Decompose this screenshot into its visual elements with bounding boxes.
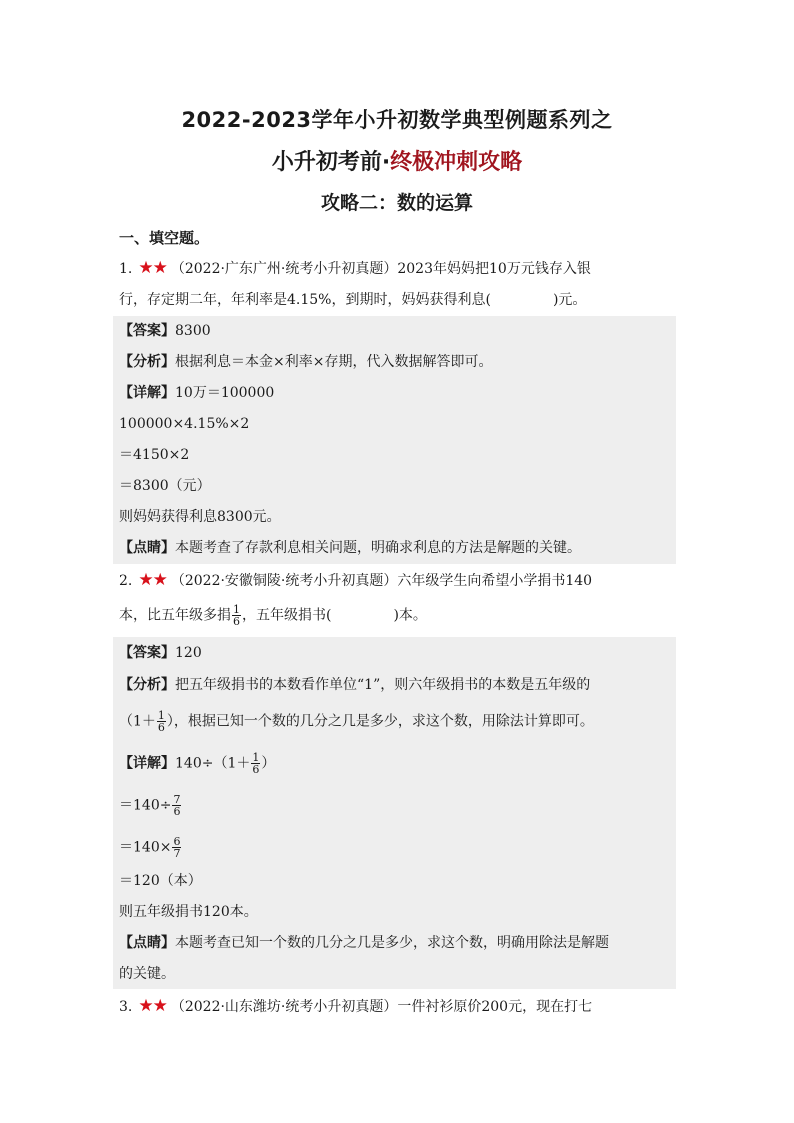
analysis-text: 把五年级捐书的本数看作单位“1”，则六年级捐书的本数是五年级的 <box>175 677 591 693</box>
q2-step2 <box>119 836 182 859</box>
q2-comment-line2: 的关键。 <box>119 966 175 982</box>
q2-detail <box>119 752 275 775</box>
comment-label: 【点睛】 <box>119 540 175 556</box>
chapter-title: 攻略二：数的运算 <box>320 192 473 214</box>
detail-label: 【详解】 <box>119 385 175 401</box>
answer-label: 【答案】 <box>119 645 175 661</box>
analysis-text3: ），根据已知一个数的几分之几是多少，求这个数，用除法计算即可。 <box>166 713 594 730</box>
q2-text2: 本，比五年级多捐 <box>119 607 231 624</box>
q1-analysis <box>119 352 492 372</box>
step-text: ＝140× <box>119 839 172 856</box>
subtitle-prefix: 小升初考前· <box>271 150 391 175</box>
q2-comment <box>119 933 609 953</box>
answer-value: 120 <box>175 645 202 661</box>
q2-analysis-line2 <box>119 710 594 733</box>
detail-label: 【详解】 <box>119 755 175 772</box>
comment-text: 本题考查了存款利息相关问题，明确求利息的方法是解题的关键。 <box>175 540 581 556</box>
q2-text: （2022·安徽铜陵·统考小升初真题）六年级学生向希望小学捐书140 <box>170 573 593 589</box>
fraction-denominator: 6 <box>233 615 240 628</box>
fraction <box>172 836 181 859</box>
fraction-numerator: 1 <box>233 603 240 616</box>
detail-text: 140÷（1＋ <box>175 755 251 772</box>
document-subtitle <box>0 145 794 176</box>
subtitle-highlight: 终极冲刺攻略 <box>390 150 523 175</box>
q2-text4: )本。 <box>393 607 427 624</box>
q1-step1: 100000×4.15%×2 <box>119 416 250 432</box>
q1-text2: 行，存定期二年，年利率是4.15%，到期时，妈妈获得利息( <box>119 292 491 308</box>
fraction-numerator: 1 <box>252 751 260 764</box>
q1-conclusion: 则妈妈获得利息8300元。 <box>119 509 281 525</box>
q1-text3: )元。 <box>552 292 587 308</box>
analysis-text2: （1＋ <box>119 713 156 730</box>
fraction-numerator: 7 <box>173 793 181 806</box>
q3-text: （2022·山东潍坊·统考小升初真题）一件衬衫原价200元，现在打七 <box>170 999 593 1015</box>
difficulty-stars-icon: ★★ <box>138 258 167 278</box>
q2-answer <box>119 643 202 663</box>
q1-stem-line2 <box>119 290 586 310</box>
section-heading: 一、填空题。 <box>119 229 210 247</box>
q1-stem-line1 <box>119 258 591 279</box>
q2-stem-line2 <box>119 604 427 627</box>
q2-step3: ＝120（本） <box>119 873 202 889</box>
fraction-numerator: 6 <box>173 835 181 848</box>
fraction <box>157 710 166 733</box>
q1-text: （2022·广东广州·统考小升初真题）2023年妈妈把10万元钱存入银 <box>170 261 591 277</box>
detail-text2: ） <box>261 755 276 772</box>
difficulty-stars-icon: ★★ <box>138 996 167 1016</box>
q3-number: 3. <box>119 999 133 1015</box>
comment-text: 本题考查已知一个数的几分之几是多少，求这个数，明确用除法是解题 <box>175 935 609 951</box>
fraction-numerator: 1 <box>157 709 165 722</box>
analysis-text: 根据利息＝本金×利率×存期，代入数据解答即可。 <box>175 354 493 370</box>
fraction-denominator: 6 <box>252 763 260 776</box>
q1-step2: ＝4150×2 <box>119 447 190 463</box>
q2-step1 <box>119 794 182 817</box>
fraction-denominator: 6 <box>157 721 165 734</box>
fraction <box>251 752 260 775</box>
q1-detail <box>119 383 274 403</box>
q1-comment <box>119 538 581 558</box>
comment-label: 【点睛】 <box>119 935 175 951</box>
detail-text: 10万＝100000 <box>175 385 275 401</box>
answer-value: 8300 <box>175 323 211 339</box>
fraction <box>232 604 241 627</box>
fraction-denominator: 7 <box>173 847 181 860</box>
difficulty-stars-icon: ★★ <box>138 570 167 590</box>
fraction-denominator: 6 <box>173 805 181 818</box>
q1-step3: ＝8300（元） <box>119 478 211 494</box>
q1-number: 1. <box>119 261 133 277</box>
q2-conclusion: 则五年级捐书120本。 <box>119 904 258 920</box>
q2-stem-line1 <box>119 570 592 591</box>
analysis-label: 【分析】 <box>119 677 175 693</box>
q1-answer <box>119 321 211 341</box>
answer-label: 【答案】 <box>119 323 175 339</box>
q2-analysis <box>119 675 590 695</box>
analysis-label: 【分析】 <box>119 354 175 370</box>
fraction <box>172 794 181 817</box>
q2-text3: ，五年级捐书( <box>242 607 332 624</box>
step-text: ＝140÷ <box>119 797 172 814</box>
document-title: 2022-2023学年小升初数学典型例题系列之 <box>181 108 613 132</box>
q3-stem-line1 <box>119 996 592 1017</box>
q2-number: 2. <box>119 573 133 589</box>
